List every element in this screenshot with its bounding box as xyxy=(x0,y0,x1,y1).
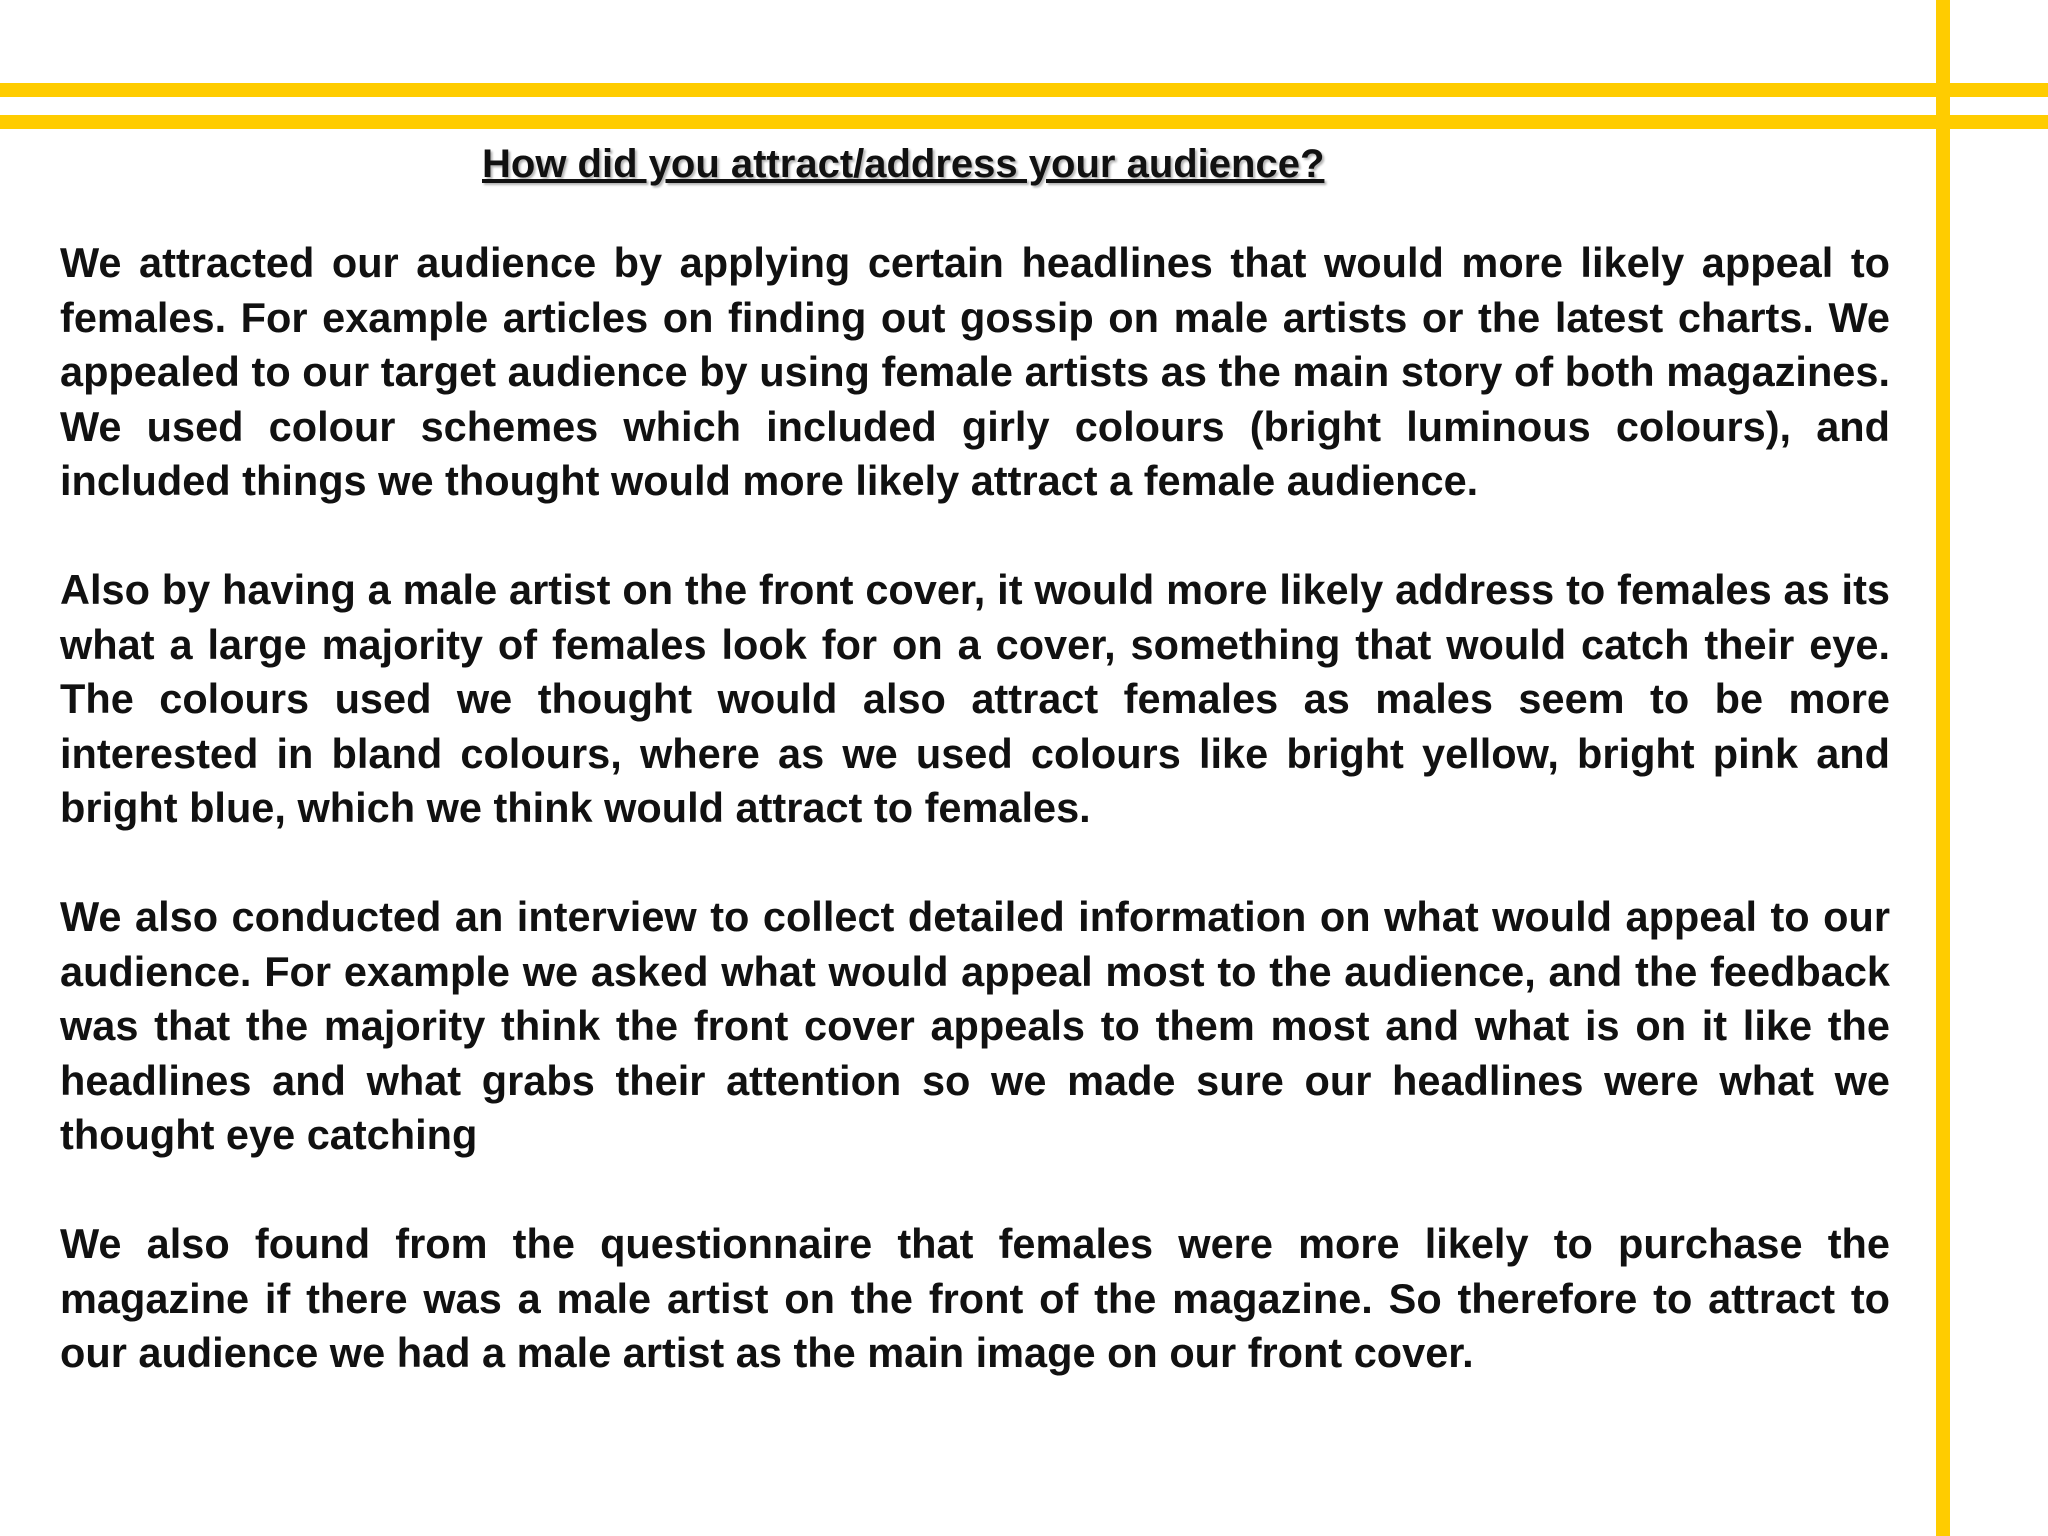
slide-title: How did you attract/address your audience? xyxy=(482,142,1325,186)
right-stripe xyxy=(1936,0,1950,1536)
slide-body xyxy=(60,138,1890,1381)
paragraph-1: We attracted our audience by applying certain headlines that would more likely appeal to females. For example articles on finding out gossip on male artists or the latest charts. We appealed to our target audience by using female artists as the main story of both magazines. We used colour schemes which included girly colours (bright luminous colours), and included things we thought would more likely attract a female audience. xyxy=(60,239,1890,504)
paragraph-2: Also by having a male artist on the front cover, it would more likely address to females as its what a large majority of females look for on a cover, something that would catch their eye. The colours used we thought would also attract females as males seem to be more interested in bland colours, where as we used colours like bright yellow, bright pink and bright blue, which we think would attract to females. xyxy=(60,566,1890,831)
top-stripe-lower xyxy=(0,115,2048,129)
paragraph-4: We also found from the questionnaire that females were more likely to purchase the magazine if there was a male artist on the front of the magazine. So therefore to attract to our audience we had a male artist as the main image on our front cover. xyxy=(60,1220,1890,1376)
top-stripe-upper xyxy=(0,83,2048,97)
paragraph-3: We also conducted an interview to collect detailed information on what would appeal to our audience. For example we asked what would appeal most to the audience, and the feedback was that the majority think the front cover appeals to them most and what is on it like the headlines and what grabs their attention so we made sure our headlines were what we thought eye catching xyxy=(60,893,1890,1158)
